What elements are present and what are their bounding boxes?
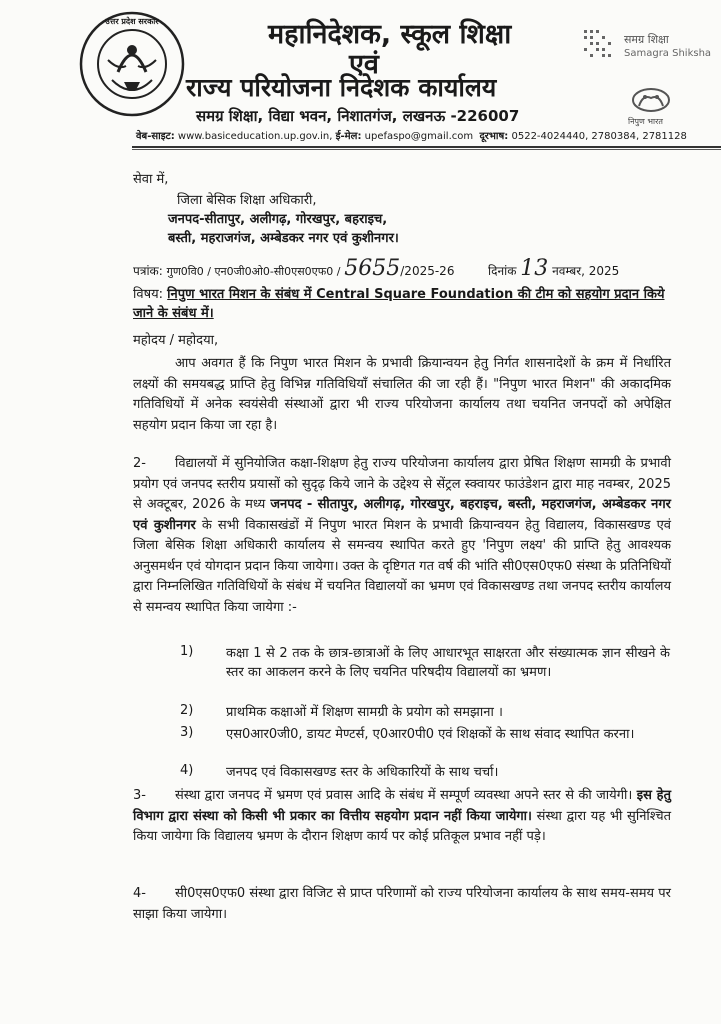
list-item-number: 2) xyxy=(180,703,194,718)
patrank-label: पत्रांक: xyxy=(133,264,163,278)
website-link[interactable]: www.basiceducation.up.gov.in, xyxy=(177,131,333,142)
phone-label: दूरभाष: xyxy=(479,131,509,142)
salutation: महोदय / महोदया, xyxy=(133,333,219,348)
date-suffix: नवम्बर, 2025 xyxy=(552,264,620,278)
patrank-handwritten: 5655 xyxy=(344,256,401,281)
list-item-text: कक्षा 1 से 2 तक के छात्र-छात्राओं के लिए आधारभूत साक्षरता और संख्यात्मक ज्ञान सीखने के स्तर का आकलन करने के लिए चयनित परिषदीय विद्यालयों का भ्रमण। xyxy=(226,646,670,680)
email-label: ई-मेल: xyxy=(335,131,362,142)
header-address: समग्र शिक्षा, विद्या भवन, निशातगंज, लखनऊ -226007 xyxy=(196,107,520,125)
paragraph-3-part2: संस्था द्वारा यह भी सुनिश्चित किया जायेगा कि विद्यालय भ्रमण के दौरान शिक्षण कार्य पर कोई प्रतिकूल प्रभाव नहीं पड़े। xyxy=(133,808,671,844)
list-item-number: 1) xyxy=(180,644,194,659)
header-rule-thin xyxy=(132,149,721,150)
subject-label: विषय: xyxy=(133,287,164,302)
paragraph-2-part1: विद्यालयों में सुनियोजित कक्षा-शिक्षण हेतु राज्य परियोजना कार्यालय द्वारा प्रेषित शिक्षण सामग्री के प्रभावी प्रयोग एवं जनपद स्तरीय प्रयासों को सुदृढ़ किये जाने के उद्देश्य से सेंट्रल स्क्वायर फाउंडेशन द्वारा माह नवम्बर, 2025 से अक्टूबर, 2026 के मध्य xyxy=(133,456,671,512)
subject-block xyxy=(133,285,678,323)
paragraph-2-bold: जनपद - सीतापुर, अलीगढ़, गोरखपुर, बहराइच, बस्ती, महराजगंज, अम्बेडकर नगर एवं कुशीनगर xyxy=(133,497,671,533)
addressee-line3: बस्ती, महराजगंज, अम्बेडकर नगर एवं कुशीनगर। xyxy=(168,231,399,246)
addressee-line1: जिला बेसिक शिक्षा अधिकारी, xyxy=(177,193,317,208)
header-title-line1: महानिदेशक, स्कूल शिक्षा xyxy=(268,19,512,50)
up-government-emblem xyxy=(78,10,186,118)
addressee-line2: जनपद-सीतापुर, अलीगढ़, गोरखपुर, बहराइच, xyxy=(168,212,388,227)
paragraph-4-number: 4- xyxy=(133,886,146,901)
phone-numbers: 0522-4024440, 2780384, 2781128 xyxy=(511,131,687,142)
paragraph-4 xyxy=(133,884,671,925)
paragraph-2 xyxy=(133,454,671,618)
reference-line xyxy=(133,256,454,281)
header-title-line2: एवं xyxy=(349,49,379,80)
list-item-text: जनपद एवं विकासखण्ड स्तर के अधिकारियों के साथ चर्चा। xyxy=(226,765,499,780)
date-label: दिनांक xyxy=(488,264,517,278)
patrank-suffix: /2025-26 xyxy=(400,264,455,278)
contact-line xyxy=(136,128,687,142)
date-line xyxy=(488,256,619,281)
list-item-number: 4) xyxy=(180,763,194,778)
nipun-bharat-label: निपुण भारत xyxy=(628,117,663,126)
header-title-line3: राज्य परियोजना निदेशक कार्यालय xyxy=(186,73,497,102)
paragraph-3-part1: संस्था द्वारा जनपद में भ्रमण एवं प्रवास आदि के संबंध में सम्पूर्ण व्यवस्था अपने स्तर से की जायेगी। xyxy=(175,788,633,803)
paragraph-3-bold: इस हेतु विभाग द्वारा संस्था को किसी भी प्रकार का वित्तीय सहयोग प्रदान नहीं किया जायेगा। xyxy=(133,788,671,824)
sewa-mein: सेवा में, xyxy=(133,172,169,187)
list-item-text: एस0आर0जी0, डायट मेण्टर्स, ए0आर0पी0 एवं शिक्षकों के साथ संवाद स्थापित करना। xyxy=(226,727,635,742)
nipun-bharat-logo xyxy=(626,86,676,130)
header-rule xyxy=(132,146,721,148)
email-link[interactable]: upefaspo@gmail.com xyxy=(364,131,474,142)
samagra-english: Samagra Shiksha xyxy=(624,48,712,59)
list-item-text: प्राथमिक कक्षाओं में शिक्षण सामग्री के प्रयोग को समझाना । xyxy=(226,705,503,720)
subject-text: निपुण भारत मिशन के संबंध में Central Square Foundation की टीम को सहयोग प्रदान किये जाने के संबंध में। xyxy=(133,287,665,321)
samagra-hindi: समग्र शिक्षा xyxy=(624,33,669,46)
date-handwritten: 13 xyxy=(520,256,549,281)
samagra-shiksha-logo xyxy=(582,22,710,74)
paragraph-3-number: 3- xyxy=(133,788,146,803)
paragraph-2-part2: के सभी विकासखंडों में निपुण भारत मिशन के प्रभावी क्रियान्वयन हेतु विद्यालय, विकासखण्ड एवं जिला बेसिक शिक्षा अधिकारी कार्यालय से समन्वय स्थापित करते हुए 'निपुण लक्ष्य' की प्राप्ति हेतु आवश्यक अनुसमर्थन एवं योगदान प्रदान किया जायेगा। उक्त के दृष्टिगत गत वर्ष की भांति सी0एस0एफ0 संस्था के प्रतिनिधियों द्वारा निम्नलिखित गतिविधियों के संबंध में चयनित विद्यालयों का भ्रमण एवं विकासखण्ड तथा जनपद स्तरीय कार्यालय से समन्वय स्थापित किया जायेगा :- xyxy=(133,517,671,615)
paragraph-1: आप अवगत हैं कि निपुण भारत मिशन के प्रभावी क्रियान्वयन हेतु निर्गत शासनादेशों के क्रम में निर्धारित लक्ष्यों की समयबद्ध प्राप्ति हेतु विभिन्न गतिविधियाँ संचालित की जा रही हैं। "निपुण भारत मिशन" की अकादमिक गतिविधियों में अनेक स्वयंसेवी संस्थाओं द्वारा भी राज्य परियोजना कार्यालय तथा चयनित जनपदों को अपेक्षित सहयोग प्रदान किया जा रहा है। xyxy=(133,356,671,433)
emblem-text: उत्तर प्रदेश सरकार xyxy=(105,17,159,26)
paragraph-2-number: 2- xyxy=(133,456,146,471)
paragraph-4-text: सी0एस0एफ0 संस्था द्वारा विजिट से प्राप्त परिणामों को राज्य परियोजना कार्यालय के साथ समय-समय पर साझा किया जायेगा। xyxy=(133,886,671,922)
list-item-number: 3) xyxy=(180,725,194,740)
paragraph-3 xyxy=(133,786,671,848)
patrank-prefix: गुण0वि0 / एन0जी0ओ0-सी0एस0एफ0 / xyxy=(166,265,341,278)
website-label: वेब-साइट: xyxy=(136,131,175,142)
